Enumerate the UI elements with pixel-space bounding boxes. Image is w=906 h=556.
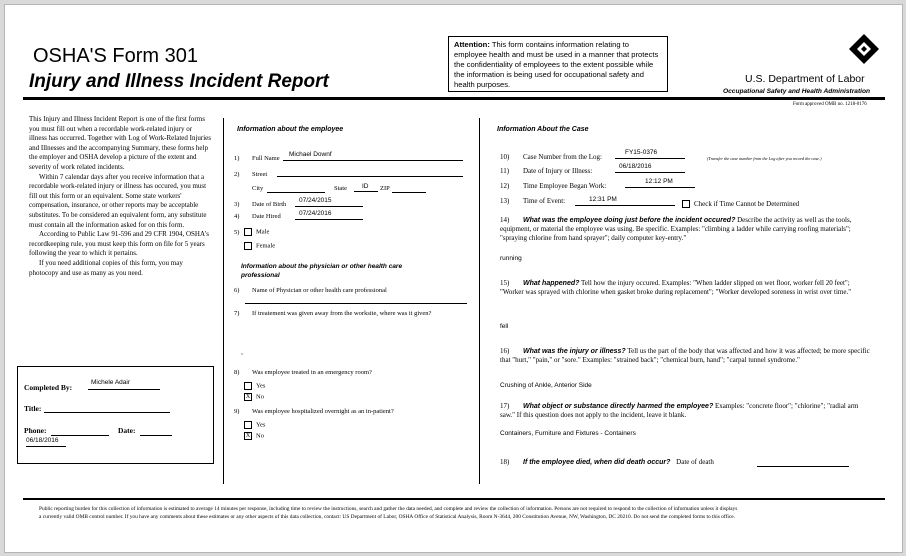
state-value: ID	[362, 183, 369, 190]
case-section-heading: Information About the Case	[497, 126, 589, 133]
osha-form-301-page	[4, 4, 903, 553]
male-option[interactable]	[244, 228, 269, 236]
hospitalized-row	[234, 408, 394, 416]
q3-number: 3)	[234, 201, 240, 208]
full-name-value: Michael Downf	[289, 151, 332, 158]
q14-instructions: Describe the activity as well as the tools, equipment, or material the employee was using. Be specific. Examples: "climbing a ladder while carrying roofing materials"; "spraying chlorine from hand sprayer"; daily computer key-entry."	[500, 216, 852, 242]
emergency-room-no-label: No	[256, 393, 264, 401]
street-label: Street	[252, 171, 268, 178]
intro-paragraph-3: According to Public Law 91-596 and 29 CFR 1904, OSHA's recordkeeping rule, you must keep this form on file for 5 years following the year to which it pertains.	[29, 230, 210, 258]
female-option[interactable]	[244, 242, 275, 250]
q9-number: 9)	[234, 408, 240, 415]
dob-value: 07/24/2015	[299, 197, 332, 204]
date-hired-label: Date Hired	[252, 213, 281, 220]
q14-block	[500, 216, 873, 243]
intro-paragraph-2: Within 7 calendar days after you receive information that a recordable work-related injury or illness has occured, you must fill out this form or an equivalent. Some state workers' compensation, insurance, or other reports may be acceptable substitutes. To be considered an equivalent form, any substitute must contain all the information asked for on this form.	[29, 172, 207, 229]
title-label: Title:	[24, 404, 42, 413]
q17-title: What object or substance directly harmed the employee?	[523, 403, 714, 410]
q15-title: What happened?	[523, 280, 580, 287]
title-field[interactable]	[44, 404, 170, 413]
q18-title: If the employee died, when did death occur?	[523, 459, 671, 466]
q15-block	[500, 279, 873, 297]
employee-section-heading: Information about the employee	[237, 126, 344, 133]
department-name: U.S. Department of Labor	[745, 73, 865, 85]
q15-instructions: Tell how the injury occured. Examples: "When ladder slipped on wet floor, worker fell 20 feet"; "Worker was sprayed with chlorine when gasket broke during replacement"; "Worker developed soreness in wrist over time."	[500, 279, 852, 296]
hospitalized-no-checkbox[interactable]: X	[245, 433, 251, 439]
zip-label: ZIP	[380, 185, 390, 192]
q17-block	[500, 402, 873, 420]
q6-number: 6)	[234, 287, 240, 294]
event-time-row	[500, 197, 565, 206]
full-name-row	[234, 155, 280, 163]
city-label: City	[252, 185, 264, 192]
q14-answer[interactable]: running	[500, 255, 522, 262]
date-hired-field[interactable]	[295, 210, 363, 220]
header-rule	[23, 97, 885, 100]
agency-name: Occupational Safety and Health Administration	[723, 88, 871, 95]
q1-number: 1)	[234, 155, 240, 162]
injury-date-row	[500, 167, 592, 176]
case-number-value: FY15-0376	[625, 149, 658, 156]
death-date-label: Date of death	[676, 458, 714, 466]
time-undetermined-label: Check if Time Cannot be Determined	[694, 200, 800, 208]
emergency-room-yes-label: Yes	[256, 382, 266, 390]
state-field[interactable]	[354, 183, 378, 192]
attention-box	[448, 36, 668, 92]
date-hired-value: 07/24/2016	[299, 210, 332, 217]
q12-number: 12)	[500, 182, 510, 190]
event-time-label: Time of Event:	[523, 197, 566, 205]
city-field[interactable]	[267, 191, 325, 193]
case-number-note: (Transfer the case number from the Log after you record the case.)	[707, 156, 822, 161]
zip-field[interactable]	[392, 191, 426, 193]
began-work-label: Time Employee Began Work:	[523, 182, 607, 190]
phone-label: Phone:	[24, 426, 47, 435]
dob-field[interactable]	[295, 197, 363, 207]
event-time-field[interactable]	[575, 196, 675, 206]
phone-field[interactable]	[51, 427, 109, 436]
male-label: Male	[256, 228, 270, 236]
treatment-location-field[interactable]: ,,	[241, 351, 244, 356]
date-hired-row	[234, 213, 281, 221]
death-date-field[interactable]	[757, 465, 849, 467]
male-checkbox[interactable]	[244, 228, 252, 236]
emergency-room-row	[234, 369, 372, 377]
q18-number: 18)	[500, 458, 510, 466]
injury-date-value: 06/18/2016	[619, 163, 652, 170]
case-number-field[interactable]	[615, 149, 685, 159]
q16-answer[interactable]: Crushing of Ankle, Anterior Side	[500, 382, 592, 389]
treatment-location-label: If treatement was given away from the worksite, where was it given?	[252, 310, 432, 317]
emergency-room-yes-checkbox[interactable]	[244, 382, 252, 390]
case-number-label: Case Number from the Log:	[523, 153, 602, 161]
began-work-row	[500, 182, 606, 191]
physician-section-heading: Information about the physician or other health care professional	[241, 263, 403, 279]
began-work-field[interactable]	[625, 178, 695, 188]
hospitalized-yes-option[interactable]	[244, 421, 265, 429]
attention-label: Attention:	[454, 40, 490, 49]
q16-number: 16)	[500, 347, 510, 355]
completed-by-field[interactable]	[88, 379, 160, 390]
female-checkbox[interactable]	[244, 242, 252, 250]
date-value: 06/18/2016	[26, 437, 59, 444]
emergency-room-yes-option[interactable]	[244, 382, 265, 390]
hospitalized-no-label: No	[256, 432, 264, 440]
column-divider-1	[223, 118, 224, 484]
q14-number: 14)	[500, 216, 510, 224]
hospitalized-yes-checkbox[interactable]	[244, 421, 252, 429]
completed-by-box	[17, 366, 214, 464]
hospitalized-no-option[interactable]	[244, 432, 264, 440]
footer-rule	[23, 498, 885, 500]
dob-label: Date of Birth	[252, 201, 287, 208]
date-field-line	[140, 427, 172, 436]
physician-field[interactable]	[245, 302, 467, 304]
q18-block	[500, 458, 714, 467]
q17-answer[interactable]: Containers, Furniture and Fixtures - Containers	[500, 430, 636, 437]
attention-text: This form contains information relating to employee health and must be used in a manner that protects the confidentiality of employees to the extent possible while the information is being used for occupational safety and health purposes.	[454, 40, 659, 89]
q2-number: 2)	[234, 171, 240, 178]
dob-row	[234, 201, 286, 209]
female-label: Female	[256, 242, 276, 250]
column-divider-2	[479, 118, 480, 484]
q13-number: 13)	[500, 197, 510, 205]
dol-logo-icon	[848, 33, 880, 65]
completed-by-label: Completed By:	[24, 383, 73, 392]
q15-answer[interactable]: fell	[500, 323, 509, 330]
time-undetermined-checkbox[interactable]	[682, 200, 690, 208]
full-name-label: Full Name	[252, 155, 280, 162]
omb-number: Form approved OMB no. 1218-0176	[793, 102, 867, 107]
full-name-field[interactable]	[283, 151, 463, 161]
burden-statement: Public reporting burden for this collection of information is estimated to average 14 minutes per response, including time to review the instructions, search and gather the data needed, and complete and review the collection of information. Persons are not required to respond to the collection of information unless it displays a currently valid OMB control number. If you have any comments about these estimates or any other aspects of this data collection, contact: US Department of Labor, OSHA Office of Statistical Analysis, Room N-3644, 200 Constitution Avenue, NW, Washington, DC 20210. Do not send the completed forms to this office.	[39, 506, 738, 521]
q17-number: 17)	[500, 402, 510, 410]
q14-title: What was the employee doing just before the incident occured?	[523, 217, 736, 224]
emergency-room-no-checkbox[interactable]: X	[245, 394, 251, 400]
physician-label: Name of Physician or other health care professional	[252, 287, 387, 294]
intro-paragraph-1: This Injury and Illness Incident Report is one of the first forms you must fill out when a recordable work-related injury or illness has occurred. Together with Log of Work-Related Injuries and Illnesses and the accompanying Summary, these forms help the employer and OSHA develop a picture of the extent and severity of work related incidents.	[29, 115, 211, 171]
treatment-location-row	[234, 310, 431, 318]
date-label: Date:	[118, 426, 136, 435]
intro-text	[29, 115, 211, 278]
q8-number: 8)	[234, 369, 240, 376]
q16-block	[500, 347, 873, 365]
q4-number: 4)	[234, 213, 240, 220]
q7-number: 7)	[234, 310, 240, 317]
q5-number: 5)	[234, 229, 240, 236]
q17-instructions: Examples: "concrete floor"; "chlorine"; "radial arm saw." If this question does not apply to the incident, leave it blank.	[500, 402, 859, 419]
time-undetermined-option[interactable]	[682, 200, 799, 209]
completed-by-value: Michele Adair	[91, 379, 131, 386]
q15-number: 15)	[500, 279, 510, 287]
emergency-room-label: Was employee treated in an emergency room?	[252, 369, 372, 376]
intro-paragraph-4: If you need additional copies of this form, you may photocopy and use as many as you need.	[29, 258, 183, 277]
form-number: OSHA'S Form 301	[33, 45, 198, 67]
hospitalized-label: Was employee hospitalized overnight as an in-patient?	[252, 408, 394, 415]
event-time-value: 12:31 PM	[589, 196, 617, 203]
q10-number: 10)	[500, 153, 510, 161]
street-field[interactable]	[277, 175, 463, 177]
injury-date-field[interactable]	[615, 163, 685, 173]
street-row	[234, 171, 267, 179]
q16-instructions: Tell us the part of the body that was affected and how it was affected; be more specific that "hurt," "pain," or "sore." Examples: "strained back"; "chemical burn, hand"; "carpal tunnel syndrome."	[500, 347, 870, 364]
physician-row	[234, 287, 387, 295]
date-field[interactable]	[26, 437, 66, 447]
emergency-room-no-option[interactable]	[244, 393, 264, 401]
case-number-row	[500, 153, 602, 162]
hospitalized-yes-label: Yes	[256, 421, 266, 429]
form-title: Injury and Illness Incident Report	[29, 71, 329, 92]
q16-title: What was the injury or illness?	[523, 348, 626, 355]
state-label: State	[334, 185, 347, 192]
q11-number: 11)	[500, 167, 510, 175]
began-work-value: 12:12 PM	[645, 178, 673, 185]
injury-date-label: Date of Injury or Illness:	[523, 167, 593, 175]
